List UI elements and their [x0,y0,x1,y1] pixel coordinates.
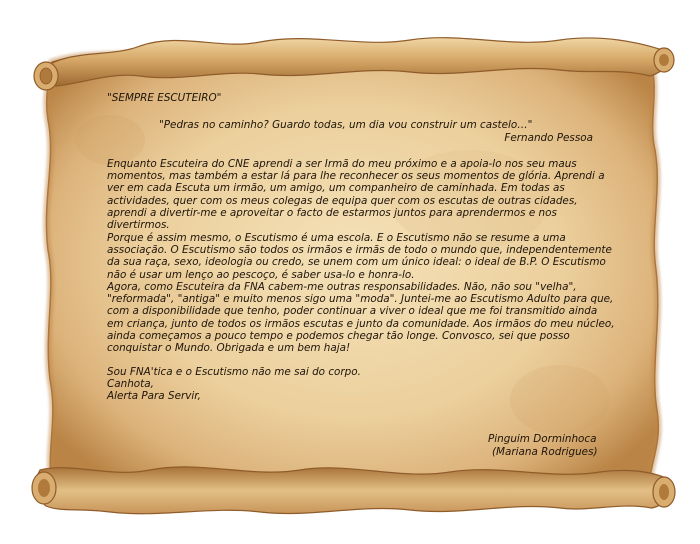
paragraph-fna: Agora, como Escuteira da FNA cabem-me outras responsabilidades. Não, não sou "velha", "reformada", "antiga" e muito menos sigo uma "moda". Juntei-me ao Escutismo Adulto para que, com a disponibilidade que tenho, poder continuar a viver o ideal que me foi transmitido ainda em criança, junto de todos os irmãos escutas e junto da comunidade. Aos irmãos do meu núcleo, ainda começamos a pouco tempo e podemos chegar tão longe. Convosco, sei que posso conquistar o Mundo. Obrigada e um bem haja! [107,280,615,355]
quote-author: Fernando Pessoa [504,131,593,144]
signature-real-name: (Mariana Rodrigues) [492,445,598,458]
bottom-scroll-roll [37,467,672,514]
letter-title: "SEMPRE ESCUTEIRO" [107,92,222,104]
paragraph-escola: Porque é assim mesmo, o Escutismo é uma escola. E o Escutismo não se resume a uma associação. O Escutismo são todos os irmãos e irmãs de todo o mundo que, independentemente da sua raça, sexo, ideologia ou credo, se unem com um único ideal: o ideal de B.P. O Escutismo não é usar um lenço ao pescoço, é saber usa-lo e honra-lo. [107,231,612,281]
closing-line-alerta: Alerta Para Servir, [107,390,201,403]
paragraph-cne: Enquanto Escuteira do CNE aprendi a ser Irmã do meu próximo e a apoia-lo nos seu maus momentos, mas também a estar lá para lhe reconhecer os seus momentos de glória. Aprendi a ver em cada Escuta um irmão, um amigo, um companheiro de caminhada. Em todas as actividades, quer com os meus colegas de equipa quer com os escutas de outras cidades, aprendi a divertir-me e aproveitar o facto de estarmos juntos para aprendermos e nos divertirmos. [107,157,605,232]
closing-line-canhota: Canhota, [107,377,154,390]
signature-block [488,433,598,458]
closing-line-fnatica: Sou FNA'tica e o Escutismo não me sai do corpo. [107,365,361,378]
quote-text: "Pedras no caminho? Guardo todas, um dia vou construir um castelo…" [159,119,533,132]
letter-text [107,92,615,403]
signature-name: Pinguim Dorminhoca [488,433,597,445]
